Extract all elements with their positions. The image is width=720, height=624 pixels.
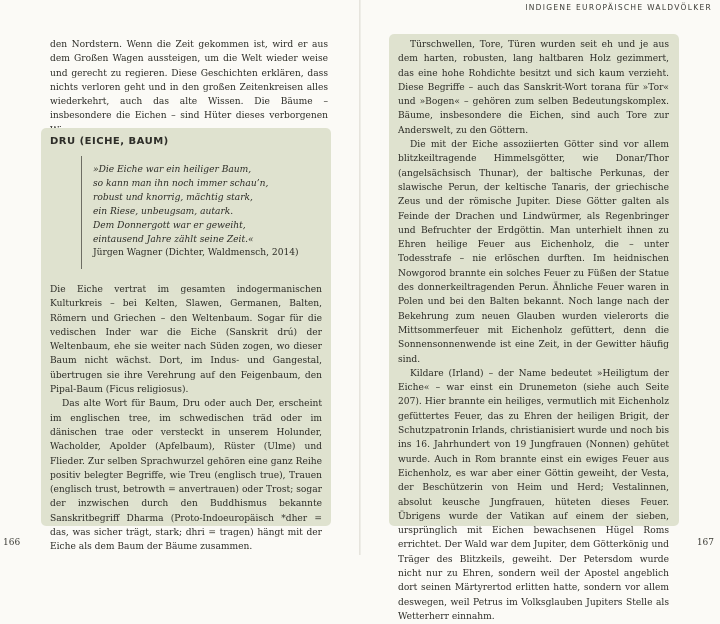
right-page-box xyxy=(389,34,679,622)
intro-paragraph: den Nordstern. Wenn die Zeit gekommen ist, wird er aus dem Großen Wagen aussteigen, um die Welt wieder weise und gerecht zu regieren. Diese Geschichten erklären, dass nichts verloren geht und in den großen Zeitenkreisen alles wiederkehrt, auch das alte Wissen. Die Bäume – insbesondere die Eichen – sind Hüter dieses verborgenen xyxy=(50,40,328,122)
right-paragraph: Kildare (Irland) – der Name bedeutet »Heiligtum der Eiche« – war einst ein Drunemeton (siehe auch Seite 207). Hier brannte ein heiliges, vermutlich mit Eichenholz gefüttertes Feuer, das zu Ehren der heiligen Brigit, der Schutzpatronin Irlands, christianisiert wurde und noch bis ins 16. Jahrhundert von 19 Jungfrauen (Nonnen) gehütet wurde. Auch in Rom brannte einst ein ewiges Feuer aus Eichenholz, es war aber einer Göttin geweiht, der Vesta, der Beschützerin von Heim und Herd; Vestalinnen, absolut keusche Jungfrauen, hüteten dieses Feuer. Übrigens wurde der Vatikan auf einem der sieben, ursprünglich mit Eichen bewachsenen Hügel Roms errichtet. Der Wald war dem Jupiter, dem Götterkönig und Träger des Blitzkeils, geweiht. Der Petersdom wurde nicht nur zu Ehren, sondern weil der Apostel angeblich dort seinen Märtyrertod erlitten hatte, sondern vor allem deswegen, weil Petrus im Volksglauben Jupiters Stelle als Wetterherr einnahm. xyxy=(398,368,669,622)
quote-line: Dem Donnergott war er geweiht, xyxy=(93,220,246,231)
right-paragraph: Türschwellen, Tore, Türen wurden seit eh und je aus dem harten, robusten, lang haltbaren Holz gezimmert, das eine hohe Rohdichte besitzt und sich kaum verzieht. Diese Begriffe – auch das Sanskrit-Wort torana für »Tor« und »Bogen« – gehören zum selben Bedeutungskomplex. Bäume, insbesondere die Eichen, sind auch Tore zur Anderswelt, zu den Göttern. xyxy=(398,40,669,136)
right-box-body xyxy=(398,38,669,624)
quote-attribution: Jürgen Wagner (Dichter, Waldmensch, 2014) xyxy=(93,248,299,259)
box-title: DRU (EICHE, BAUM) xyxy=(50,136,169,147)
running-header: INDIGENE EUROPÄISCHE WALDVÖLKER xyxy=(525,3,712,12)
right-paragraph: Die mit der Eiche assoziierten Götter sind vor allem blitzkeiltragende Himmelsgötter, wie Donar/Thor (angelsächsisch Thunar), der baltische Perkunas, der slawische Perun, der keltische Tanaris, der griechische Zeus und der römische Jupiter. Diese Götter galten als Feinde der Drachen und Lindwürmer, als Regenbringer und Befruchter der Erdgöttin. Man unterhielt ihnen zu Ehren heilige Feuer aus Eichenholz, die – unter Todesstrafe – nie erlöschen durften. Im heidnischen Nowgorod brannte ein solches Feuer zu Füßen der Statue des donnerkeiltragenden Perun. Ähnliche Feuer waren in Polen und bei den Balten bekannt. Noch lange nach der Bekehrung zum neuen Glauben wurden vielerorts die Mittsommerfeuer mit Eichenholz gefüttert, denn die Sonnensonnenwende ist eine Zeit, in der Gewitter häufig sind. xyxy=(398,140,669,365)
quote-line: so kann man ihn noch immer schau’n, xyxy=(93,178,269,189)
poem-quote xyxy=(81,156,331,269)
page-number-right: 167 xyxy=(696,538,714,548)
quote-line: eintausend Jahre zählt seine Zeit.« xyxy=(93,234,254,245)
page-number-left: 166 xyxy=(3,538,21,548)
quote-line: ein Riese, unbeugsam, autark. xyxy=(93,206,234,217)
box-body xyxy=(50,283,322,555)
left-page-intro xyxy=(50,38,328,138)
quote-line: »Die Eiche war ein heiliger Baum, xyxy=(93,165,252,175)
book-spine xyxy=(359,0,361,555)
box-paragraph: Das alte Wort für Baum, Dru oder auch Der, erscheint im englischen tree, im schwedischen träd oder im dänischen trae oder versteckt in unserem Holunder, Wacholder, Apolder (Apfelbaum), Rüster (Ulme) und Flieder. Zur selben Sprachwurzel gehören eine ganz Reihe positiv belegter Begriffe, wie Treu (englisch true), Trauen (englisch trust, betrowth = anvertrauen) oder Trost; sogar der inzwischen durch den Buddhismus bekannte Sanskritbegriff Dharma (Proto-Indoeuropäisch *dher = das, was sicher trägt, stark; dhri = tragen) hängt mit der Eiche als dem Baum der Bäume zusammen. xyxy=(50,399,322,553)
quote-line: robust und knorrig, mächtig stark, xyxy=(93,192,253,203)
dru-info-box xyxy=(41,128,331,553)
box-paragraph: Die Eiche vertrat im gesamten indogermanischen Kulturkreis – bei Kelten, Slawen, Germanen, Balten, Römern und Griechen – den Weltenbaum. Sogar für die vedischen Inder war die Eiche (Sanskrit drú) der Weltenbaum, ehe sie weiter nach Süden zogen, wo dieser Baum nicht wächst. Dort, im Indus- und Gangestal, übertrugen sie ihre Verehrung auf den Feigenbaum, den Pipal-Baum (Ficus religiosus). xyxy=(50,285,322,396)
